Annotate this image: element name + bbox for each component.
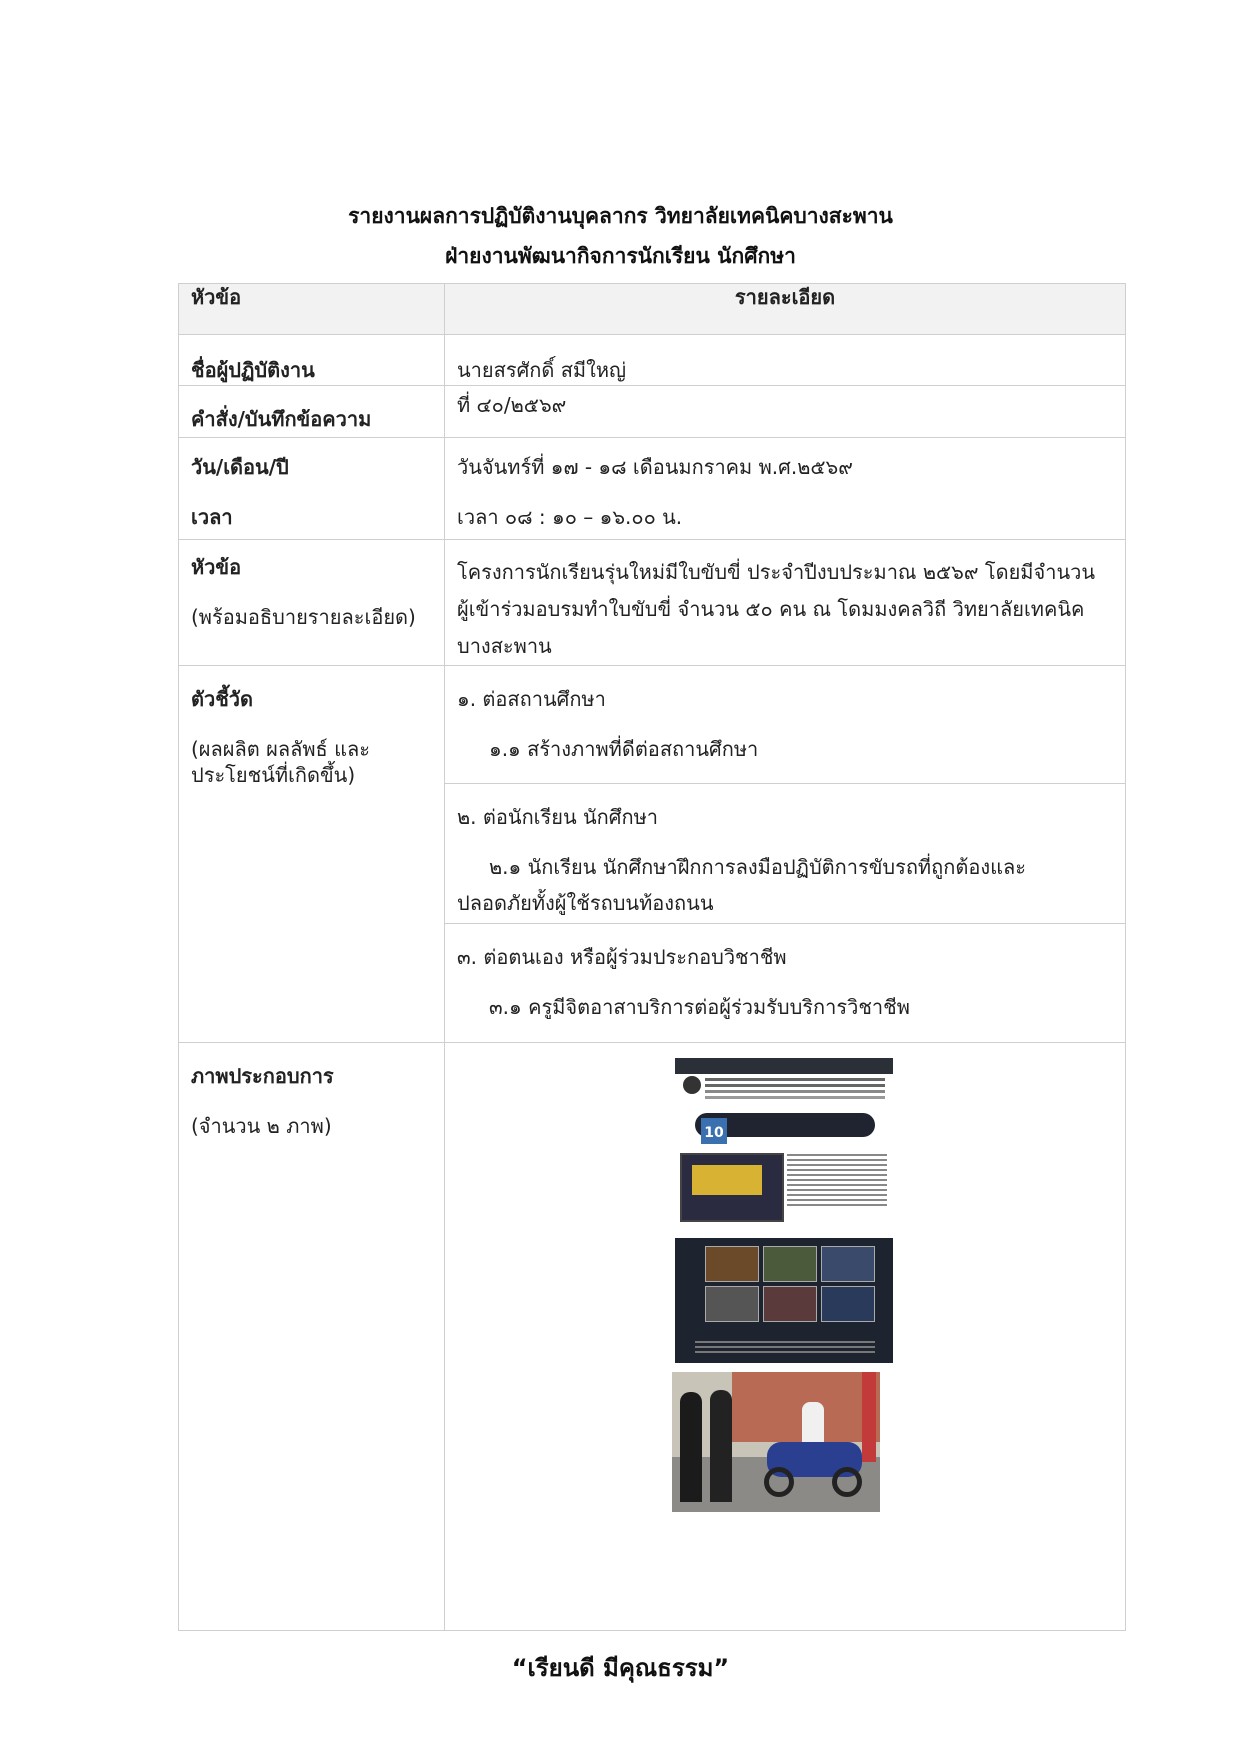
- photo-person: [680, 1392, 702, 1502]
- indicators-sublabel-2: ประโยชน์ที่เกิดขึ้น): [191, 763, 356, 787]
- date-value: วันจันทร์ที่ ๑๗ - ๑๘ เดือนมกราคม พ.ศ.๒๕๖๙: [457, 455, 853, 479]
- gallery-photo: [705, 1246, 759, 1282]
- table-row-order: [179, 386, 1126, 438]
- report-subtitle: ฝ่ายงานพัฒนากิจการนักเรียน นักศึกษา: [445, 244, 796, 268]
- time-label: เวลา: [191, 505, 233, 529]
- poster-heading-text: [705, 1078, 885, 1081]
- images-label: ภาพประกอบการ: [191, 1064, 334, 1088]
- poster-image: [675, 1058, 893, 1363]
- issue-badge: 10: [701, 1118, 727, 1144]
- topic-line-3: บางสะพาน: [457, 634, 552, 658]
- footer-motto: “เรียนดี มีคุณธรรม”: [511, 1654, 730, 1682]
- gallery-photo: [763, 1286, 817, 1322]
- topic-label: หัวข้อ: [191, 555, 242, 579]
- indicators-sublabel-1: (ผลผลิต ผลลัพธ์ และ: [191, 737, 370, 761]
- photo-person: [710, 1390, 732, 1502]
- report-title: รายงานผลการปฏิบัติงานบุคลากร วิทยาลัยเทคนิคบางสะพาน: [348, 204, 893, 228]
- poster-footer-text: [695, 1341, 875, 1343]
- column-header-topic: หัวข้อ: [179, 284, 445, 335]
- poster-gallery: [675, 1238, 893, 1363]
- indicator-heading: ๑. ต่อสถานศึกษา: [457, 687, 606, 711]
- indicator-heading: ๒. ต่อนักเรียน นักศึกษา: [457, 805, 659, 829]
- table-row-indicators: [179, 666, 1126, 1043]
- poster-banner: [675, 1058, 893, 1074]
- table-row-performer: [179, 335, 1126, 386]
- poster-paragraph: [787, 1154, 887, 1156]
- gallery-photo: [821, 1246, 875, 1282]
- motorcycle-training-photo: [672, 1372, 880, 1512]
- performer-value: นายสรศักดิ์ สมีใหญ่: [457, 358, 627, 382]
- table-row-images: [179, 1043, 1126, 1631]
- topic-sublabel: (พร้อมอธิบายรายละเอียด): [191, 605, 416, 629]
- table-row-date: [179, 438, 1126, 540]
- table-header-row: [179, 284, 1126, 335]
- motorcycle-wheel: [832, 1467, 862, 1497]
- images-sublabel: (จำนวน ๒ ภาพ): [191, 1114, 332, 1138]
- report-table: [178, 283, 1126, 1631]
- gallery-photo: [705, 1286, 759, 1322]
- order-label: คำสั่ง/บันทึกข้อความ: [191, 407, 372, 431]
- performer-label: ชื่อผู้ปฏิบัติงาน: [191, 358, 315, 382]
- gallery-photo: [763, 1246, 817, 1282]
- topic-line-1: โครงการนักเรียนรุ่นใหม่มีใบขับขี่ ประจำปีงบประมาณ ๒๕๖๙ โดยมีจำนวน: [457, 560, 1096, 584]
- time-value: เวลา ๐๘ : ๑๐ – ๑๖.๐๐ น.: [457, 505, 683, 529]
- indicator-item: [445, 784, 1125, 924]
- topic-line-2: ผู้เข้าร่วมอบรมทำใบขับขี่ จำนวน ๕๐ คน ณ โดมมงคลวิถี วิทยาลัยเทคนิค: [457, 597, 1085, 621]
- indicator-detail: ๑.๑ สร้างภาพที่ดีต่อสถานศึกษา: [489, 737, 759, 761]
- indicator-detail: ๒.๑ นักเรียน นักศึกษาฝึกการลงมือปฏิบัติการขับรถที่ถูกต้องและ: [489, 855, 1026, 879]
- column-header-detail: รายละเอียด: [445, 284, 1126, 335]
- poster-main-photo: [680, 1153, 784, 1222]
- table-row-topic: [179, 540, 1126, 666]
- indicator-heading: ๓. ต่อตนเอง หรือผู้ร่วมประกอบวิชาชีพ: [457, 945, 787, 969]
- indicator-item: [445, 924, 1125, 1042]
- motorcycle-wheel: [764, 1467, 794, 1497]
- indicator-detail: ๓.๑ ครูมีจิตอาสาบริการต่อผู้ร่วมรับบริการวิชาชีพ: [489, 995, 910, 1019]
- order-value: ที่ ๔๐/๒๕๖๙: [457, 393, 567, 417]
- indicators-label: ตัวชี้วัด: [191, 687, 254, 711]
- date-label: วัน/เดือน/ปี: [191, 455, 289, 479]
- photo-banner-stand: [862, 1372, 876, 1462]
- college-logo-icon: [683, 1076, 701, 1094]
- indicator-detail-cont: ปลอดภัยทั้งผู้ใช้รถบนท้องถนน: [457, 891, 714, 915]
- indicator-item: [445, 666, 1125, 784]
- gallery-photo: [821, 1286, 875, 1322]
